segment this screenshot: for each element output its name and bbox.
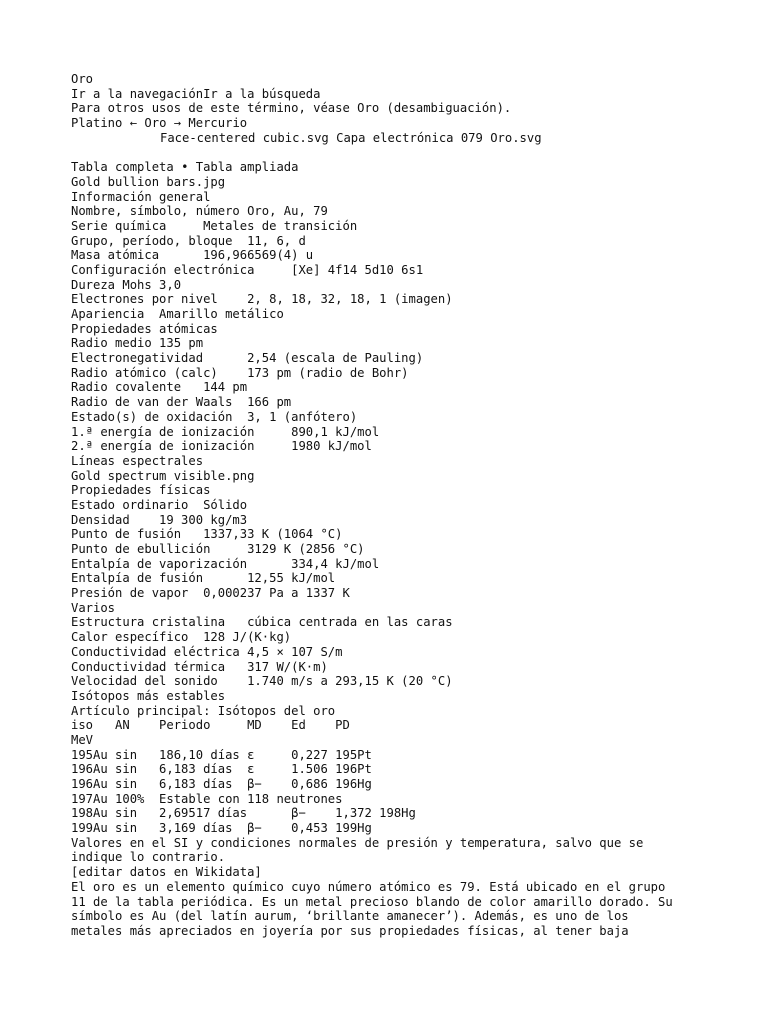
info-row: Estado(s) de oxidación 3, 1 (anfótero) <box>71 409 358 424</box>
general-info-rows <box>71 204 691 322</box>
spectral-lines-header: Líneas espectrales <box>71 453 204 468</box>
physical-properties-rows <box>71 498 691 601</box>
various-header: Varios <box>71 600 116 615</box>
physical-properties-header: Propiedades físicas <box>71 483 211 498</box>
info-row: Configuración electrónica [Xe] 4f14 5d10 6s1 <box>71 262 424 277</box>
info-row: Densidad 19 300 kg/m3 <box>71 512 248 527</box>
info-row: Radio de van der Waals 166 pm <box>71 395 292 410</box>
info-row: Electronegatividad 2,54 (escala de Pauling) <box>71 351 424 366</box>
next-element-link[interactable]: Mercurio <box>188 116 248 131</box>
info-row: Grupo, período, bloque 11, 6, d <box>71 233 306 248</box>
info-row: Velocidad del sonido 1.740 m/s a 293,15 K (20 °C) <box>71 674 453 689</box>
info-row: 1.ª energía de ionización 890,1 kJ/mol <box>71 424 380 439</box>
arrow-right-glyph: → <box>166 116 189 131</box>
prev-element-link[interactable]: Platino <box>71 116 123 131</box>
electron-shell-image-link[interactable]: Capa electrónica 079 Oro.svg <box>336 130 542 145</box>
skip-navigation-links[interactable]: Ir a la navegaciónIr a la búsqueda <box>71 86 321 101</box>
table-links <box>71 160 691 175</box>
info-row: Radio atómico (calc) 173 pm (radio de Bohr) <box>71 365 409 380</box>
arrow-left-glyph: ← <box>122 116 145 131</box>
isotopes-header: Isótopos más estables <box>71 688 226 703</box>
isotopes-main-article-link[interactable]: Artículo principal: Isótopos del oro <box>71 703 336 718</box>
isotope-row: 197Au 100% Estable con 118 neutrones <box>71 791 343 806</box>
current-element: Oro <box>144 116 167 131</box>
info-row: 2.ª energía de ionización 1980 kJ/mol <box>71 439 372 454</box>
info-row: Conductividad eléctrica 4,5 × 107 S/m <box>71 644 343 659</box>
si-units-note <box>71 836 691 865</box>
isotope-row: 199Au sin 3,169 días β− 0,453 199Hg <box>71 821 372 836</box>
bullion-image-link[interactable]: Gold bullion bars.jpg <box>71 174 226 189</box>
info-row: Radio medio 135 pm <box>71 336 204 351</box>
isotopes-rows <box>71 748 691 836</box>
extended-table-link[interactable]: Tabla ampliada <box>195 160 299 175</box>
info-row: Calor específico 128 J/(K·kg) <box>71 630 292 645</box>
info-row: Serie química Metales de transición <box>71 218 358 233</box>
page-title: Oro <box>71 72 94 86</box>
various-rows <box>71 615 691 688</box>
paragraph-line: metales más apreciados en joyería por sus propiedades físicas, al tener baja <box>71 923 629 938</box>
info-row: Apariencia Amarillo metálico <box>71 307 284 321</box>
info-row: Estado ordinario Sólido <box>71 497 248 512</box>
atomic-properties-header: Propiedades atómicas <box>71 321 218 336</box>
isotope-row: 195Au sin 186,10 días ε 0,227 195Pt <box>71 747 372 762</box>
disambiguation-note: Para otros usos de este término, véase Oro (desambiguación). <box>71 101 512 116</box>
paragraph-line: El oro es un elemento químico cuyo número atómico es 79. Está ubicado en el grupo <box>71 879 666 894</box>
info-row: Dureza Mohs 3,0 <box>71 277 182 292</box>
spacer <box>71 145 691 160</box>
separator <box>329 131 336 145</box>
isotope-row: 198Au sin 2,69517 días β− 1,372 198Hg <box>71 806 416 821</box>
element-neighbors <box>71 116 691 131</box>
info-row: Entalpía de fusión 12,55 kJ/mol <box>71 571 336 586</box>
info-row: Masa atómica 196,966569(4) u <box>71 248 314 263</box>
intro-paragraph <box>71 880 691 939</box>
isotopes-column-headers: iso AN Periodo MD Ed PD <box>71 718 350 733</box>
info-row: Electrones por nivel 2, 8, 18, 32, 18, 1 (imagen) <box>71 292 453 307</box>
spectrum-image-link[interactable]: Gold spectrum visible.png <box>71 468 255 483</box>
info-row: Conductividad térmica 317 W/(K·m) <box>71 659 328 674</box>
edit-wikidata-link[interactable]: [editar datos en Wikidata] <box>71 865 262 880</box>
isotopes-unit: MeV <box>71 732 94 747</box>
info-row: Punto de ebullición 3129 K (2856 °C) <box>71 542 365 556</box>
paragraph-line: símbolo es Au (del latín aurum, ‘brillante amanecer’). Además, es uno de los <box>71 909 629 924</box>
full-table-link[interactable]: Tabla completa <box>71 160 174 175</box>
info-row: Estructura cristalina cúbica centrada en las caras <box>71 615 453 630</box>
crystal-structure-image-link[interactable]: Face-centered cubic.svg <box>160 130 329 145</box>
info-row: Entalpía de vaporización 334,4 kJ/mol <box>71 556 380 571</box>
isotope-row: 196Au sin 6,183 días ε 1.506 196Pt <box>71 762 372 777</box>
document-body <box>71 72 691 939</box>
info-row: Radio covalente 144 pm <box>71 380 248 395</box>
info-row: Nombre, símbolo, número Oro, Au, 79 <box>71 204 328 219</box>
atomic-properties-rows <box>71 336 691 454</box>
info-row: Presión de vapor 0,000237 Pa a 1337 K <box>71 586 350 601</box>
structure-images-line <box>71 131 691 146</box>
bullet-separator: • <box>173 160 196 175</box>
general-info-header: Información general <box>71 189 211 204</box>
info-row: Punto de fusión 1337,33 K (1064 °C) <box>71 527 343 542</box>
note-line: Valores en el SI y condiciones normales de presión y temperatura, salvo que se <box>71 835 644 850</box>
note-line: indique lo contrario. <box>71 850 226 865</box>
paragraph-line: 11 de la tabla periódica. Es un metal precioso blando de color amarillo dorado. Su <box>71 894 673 909</box>
isotope-row: 196Au sin 6,183 días β− 0,686 196Hg <box>71 777 372 791</box>
